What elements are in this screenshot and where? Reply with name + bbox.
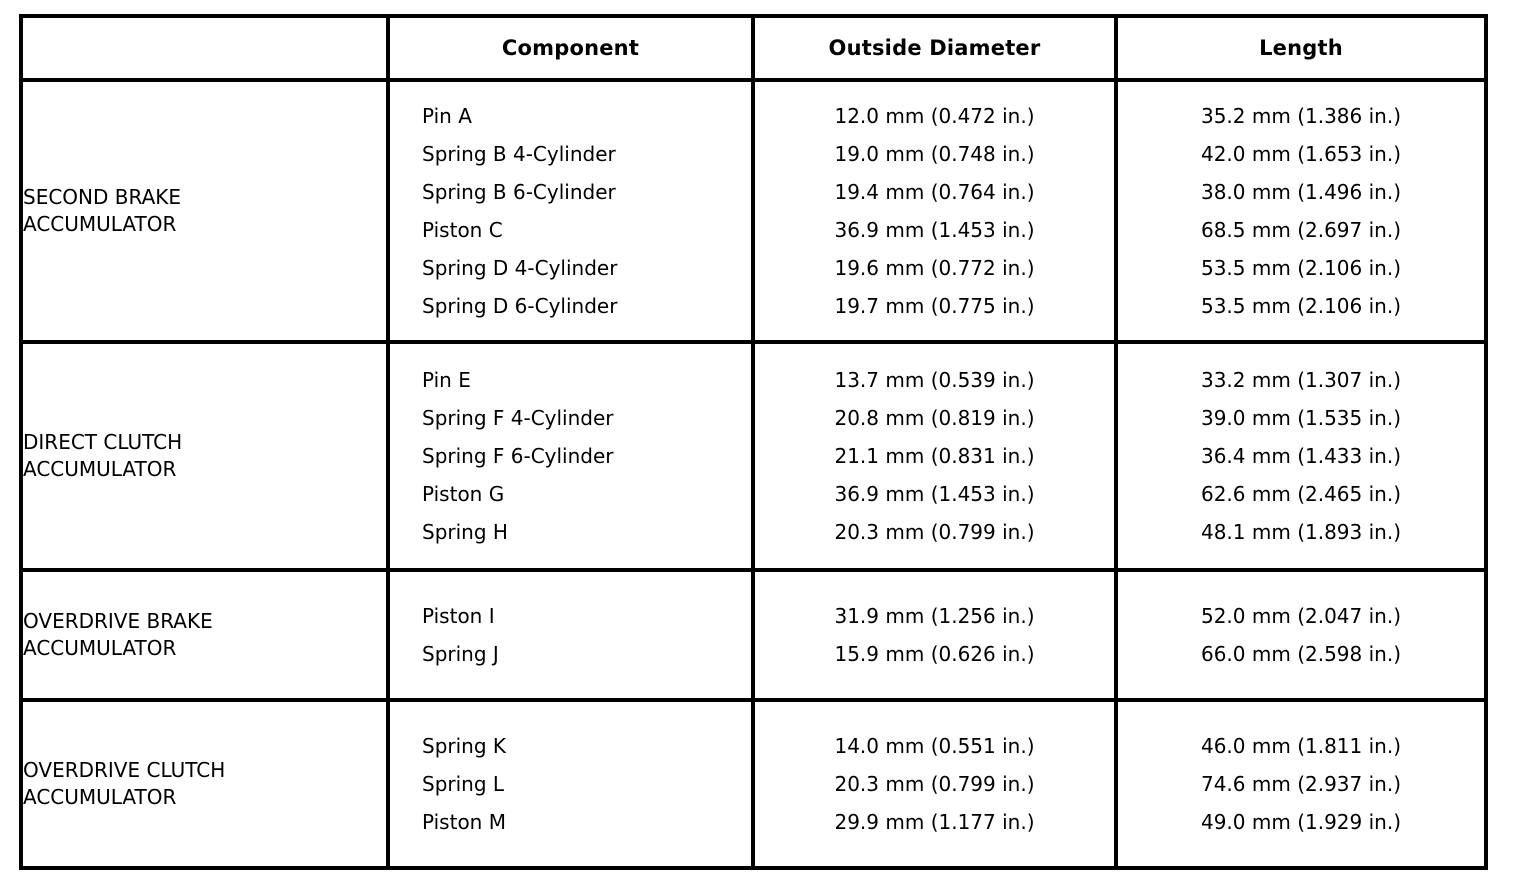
component-name: Spring F 6-Cylinder [422, 444, 614, 468]
length-value: 33.2 mm (1.307 in.) [1200, 368, 1402, 392]
length-cell [1116, 80, 1486, 342]
assembly-name-line: DIRECT CLUTCH [23, 430, 183, 454]
length-value: 62.6 mm (2.465 in.) [1200, 482, 1402, 506]
outside-diameter-cell [753, 80, 1116, 342]
length-value: 48.1 mm (1.893 in.) [1200, 520, 1402, 544]
length-value: 53.5 mm (2.106 in.) [1200, 256, 1402, 280]
assembly-name [21, 700, 388, 868]
component-name: Spring B 4-Cylinder [422, 142, 616, 166]
outside-diameter-cell [753, 700, 1116, 868]
outside-diameter-value: 15.9 mm (0.626 in.) [834, 642, 1035, 666]
outside-diameter-value: 21.1 mm (0.831 in.) [834, 444, 1035, 468]
assembly-name [21, 80, 388, 342]
length-value: 38.0 mm (1.496 in.) [1200, 180, 1402, 204]
length-value: 52.0 mm (2.047 in.) [1200, 604, 1402, 628]
outside-diameter-value: 13.7 mm (0.539 in.) [834, 368, 1035, 392]
outside-diameter-value: 29.9 mm (1.177 in.) [834, 810, 1035, 834]
component-name: Spring K [422, 734, 507, 758]
length-value: 74.6 mm (2.937 in.) [1200, 772, 1402, 796]
length-cell [1116, 700, 1486, 868]
outside-diameter-value: 20.8 mm (0.819 in.) [834, 406, 1035, 430]
length-value: 46.0 mm (1.811 in.) [1200, 734, 1402, 758]
header-assembly [21, 16, 388, 80]
assembly-name [21, 570, 388, 700]
component-name: Piston G [422, 482, 505, 506]
length-value: 39.0 mm (1.535 in.) [1200, 406, 1402, 430]
length-value: 42.0 mm (1.653 in.) [1200, 142, 1402, 166]
component-name: Piston I [422, 604, 495, 628]
component-name: Spring J [422, 642, 499, 666]
length-cell [1116, 570, 1486, 700]
length-value: 68.5 mm (2.697 in.) [1200, 218, 1402, 242]
outside-diameter-value: 19.6 mm (0.772 in.) [834, 256, 1035, 280]
outside-diameter-value: 36.9 mm (1.453 in.) [834, 218, 1035, 242]
outside-diameter-cell [753, 342, 1116, 570]
assembly-name-line: ACCUMULATOR [23, 457, 177, 481]
component-name: Spring F 4-Cylinder [422, 406, 614, 430]
component-cell [388, 700, 753, 868]
group-row-overdrive-clutch-accumulator [21, 700, 1486, 868]
outside-diameter-value: 31.9 mm (1.256 in.) [834, 604, 1035, 628]
header-row [21, 16, 1486, 80]
assembly-name-line: OVERDRIVE BRAKE [23, 609, 213, 633]
component-name: Piston C [422, 218, 503, 242]
outside-diameter-value: 19.4 mm (0.764 in.) [834, 180, 1035, 204]
component-name: Pin A [422, 104, 472, 128]
accumulator-spec-table [19, 14, 1488, 870]
component-name: Spring L [422, 772, 505, 796]
component-name: Spring B 6-Cylinder [422, 180, 616, 204]
group-row-second-brake-accumulator [21, 80, 1486, 342]
length-value: 66.0 mm (2.598 in.) [1200, 642, 1402, 666]
length-value: 49.0 mm (1.929 in.) [1200, 810, 1402, 834]
outside-diameter-value: 14.0 mm (0.551 in.) [834, 734, 1035, 758]
outside-diameter-value: 12.0 mm (0.472 in.) [834, 104, 1035, 128]
outside-diameter-value: 19.0 mm (0.748 in.) [834, 142, 1035, 166]
outside-diameter-value: 19.7 mm (0.775 in.) [834, 294, 1035, 318]
component-cell [388, 570, 753, 700]
assembly-name-line: SECOND BRAKE [23, 185, 181, 209]
length-value: 53.5 mm (2.106 in.) [1200, 294, 1402, 318]
component-name: Pin E [422, 368, 471, 392]
component-name: Spring H [422, 520, 508, 544]
component-name: Spring D 4-Cylinder [422, 256, 618, 280]
component-name: Spring D 6-Cylinder [422, 294, 618, 318]
outside-diameter-value: 36.9 mm (1.453 in.) [834, 482, 1035, 506]
component-cell [388, 342, 753, 570]
length-value: 35.2 mm (1.386 in.) [1200, 104, 1402, 128]
group-row-direct-clutch-accumulator [21, 342, 1486, 570]
assembly-name-line: ACCUMULATOR [23, 636, 177, 660]
assembly-name [21, 342, 388, 570]
outside-diameter-value: 20.3 mm (0.799 in.) [834, 520, 1035, 544]
assembly-name-line: OVERDRIVE CLUTCH [23, 758, 226, 782]
header-outside-diameter: Outside Diameter [753, 16, 1116, 80]
component-cell [388, 80, 753, 342]
length-cell [1116, 342, 1486, 570]
assembly-name-line: ACCUMULATOR [23, 785, 177, 809]
component-name: Piston M [422, 810, 506, 834]
header-component: Component [388, 16, 753, 80]
outside-diameter-value: 20.3 mm (0.799 in.) [834, 772, 1035, 796]
assembly-name-line: ACCUMULATOR [23, 212, 177, 236]
group-row-overdrive-brake-accumulator [21, 570, 1486, 700]
header-length: Length [1116, 16, 1486, 80]
length-value: 36.4 mm (1.433 in.) [1200, 444, 1402, 468]
outside-diameter-cell [753, 570, 1116, 700]
